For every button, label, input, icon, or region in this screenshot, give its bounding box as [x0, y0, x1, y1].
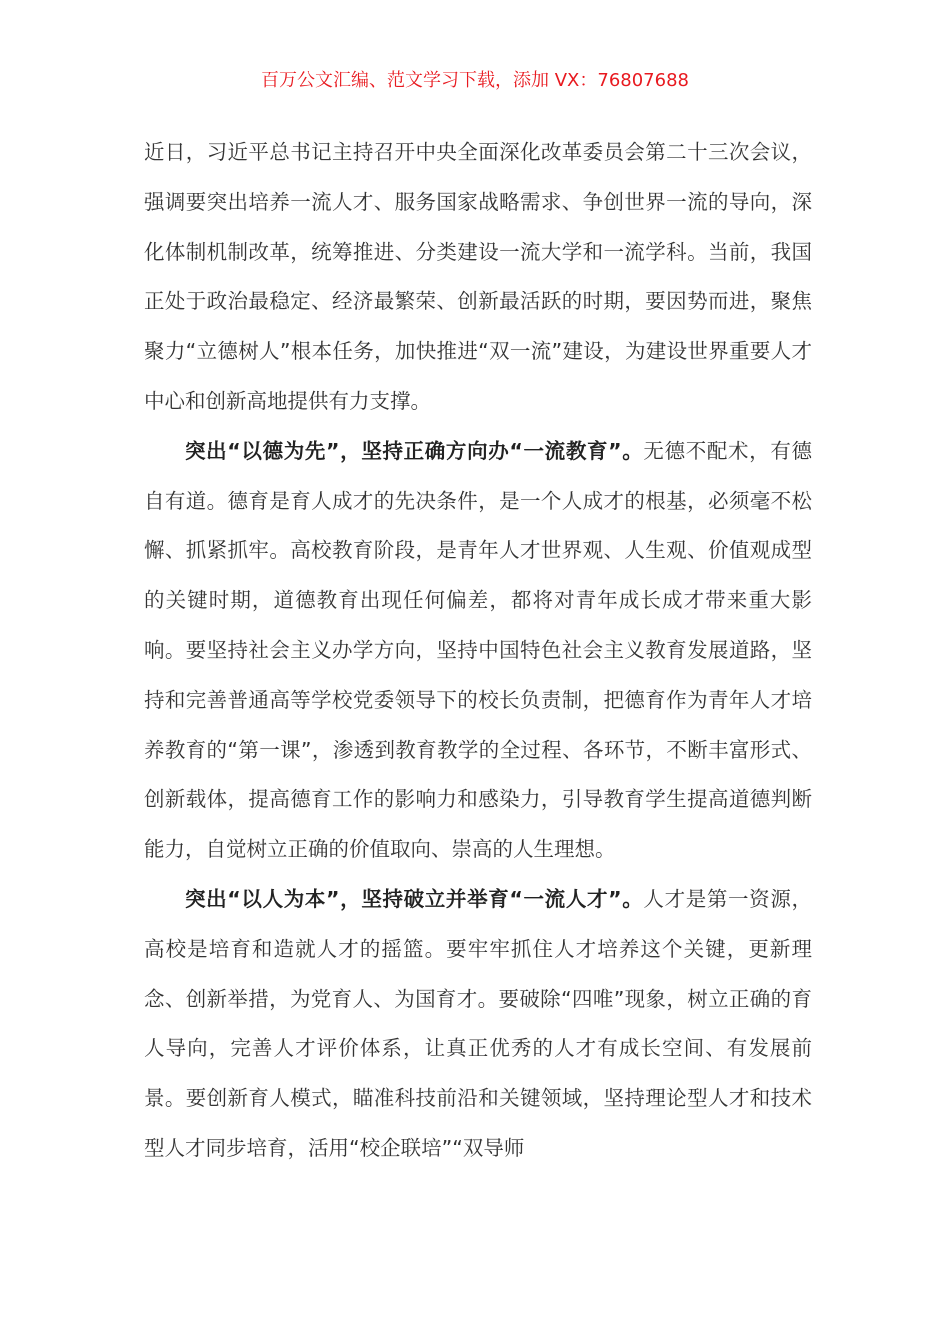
document-body	[144, 128, 812, 1174]
paragraph-intro	[144, 128, 812, 427]
paragraph-text: 无德不配术，有德自有道。德育是育人成才的先决条件，是一个人成才的根基，必须毫不松懈、抓紧抓牢。高校教育阶段，是青年人才世界观、人生观、价值观成型的关键时期，道德教育出现任何偏差，都将对青年成长成才带来重大影响。要坚持社会主义办学方向，坚持中国特色社会主义教育发展道路，坚持和完善普通高等学校党委领导下的校长负责制，把德育作为青年人才培养教育的“第一课”，渗透到教育教学的全过程、各环节，不断丰富形式、创新载体，提高德育工作的影响力和感染力，引导教育学生提高道德判断能力，自觉树立正确的价值取向、崇高的人生理想。	[144, 438, 812, 862]
paragraph-text: 人才是第一资源，高校是培育和造就人才的摇篮。要牢牢抓住人才培养这个关键，更新理念、创新举措，为党育人、为国育才。要破除“四唯”现象，树立正确的育人导向，完善人才评价体系，让真正优秀的人才有成长空间、有发展前景。要创新育人模式，瞄准科技前沿和关键领域，坚持理论型人才和技术型人才同步培育，活用“校企联培”“双导师	[144, 886, 812, 1160]
paragraph-moral-education	[144, 427, 812, 875]
paragraph-talent-cultivation	[144, 875, 812, 1174]
header-banner: 百万公文汇编、范文学习下载，添加 VX：76807688	[261, 70, 689, 91]
paragraph-heading: 突出“以德为先”，坚持正确方向办“一流教育”。	[185, 438, 644, 463]
paragraph-heading: 突出“以人为本”，坚持破立并举育“一流人才”。	[185, 886, 644, 911]
paragraph-text: 近日，习近平总书记主持召开中央全面深化改革委员会第二十三次会议，强调要突出培养一流人才、服务国家战略需求、争创世界一流的导向，深化体制机制改革，统筹推进、分类建设一流大学和一流学科。当前，我国正处于政治最稳定、经济最繁荣、创新最活跃的时期，要因势而进，聚焦聚力“立德树人”根本任务，加快推进“双一流”建设，为建设世界重要人才中心和创新高地提供有力支撑。	[144, 140, 812, 413]
